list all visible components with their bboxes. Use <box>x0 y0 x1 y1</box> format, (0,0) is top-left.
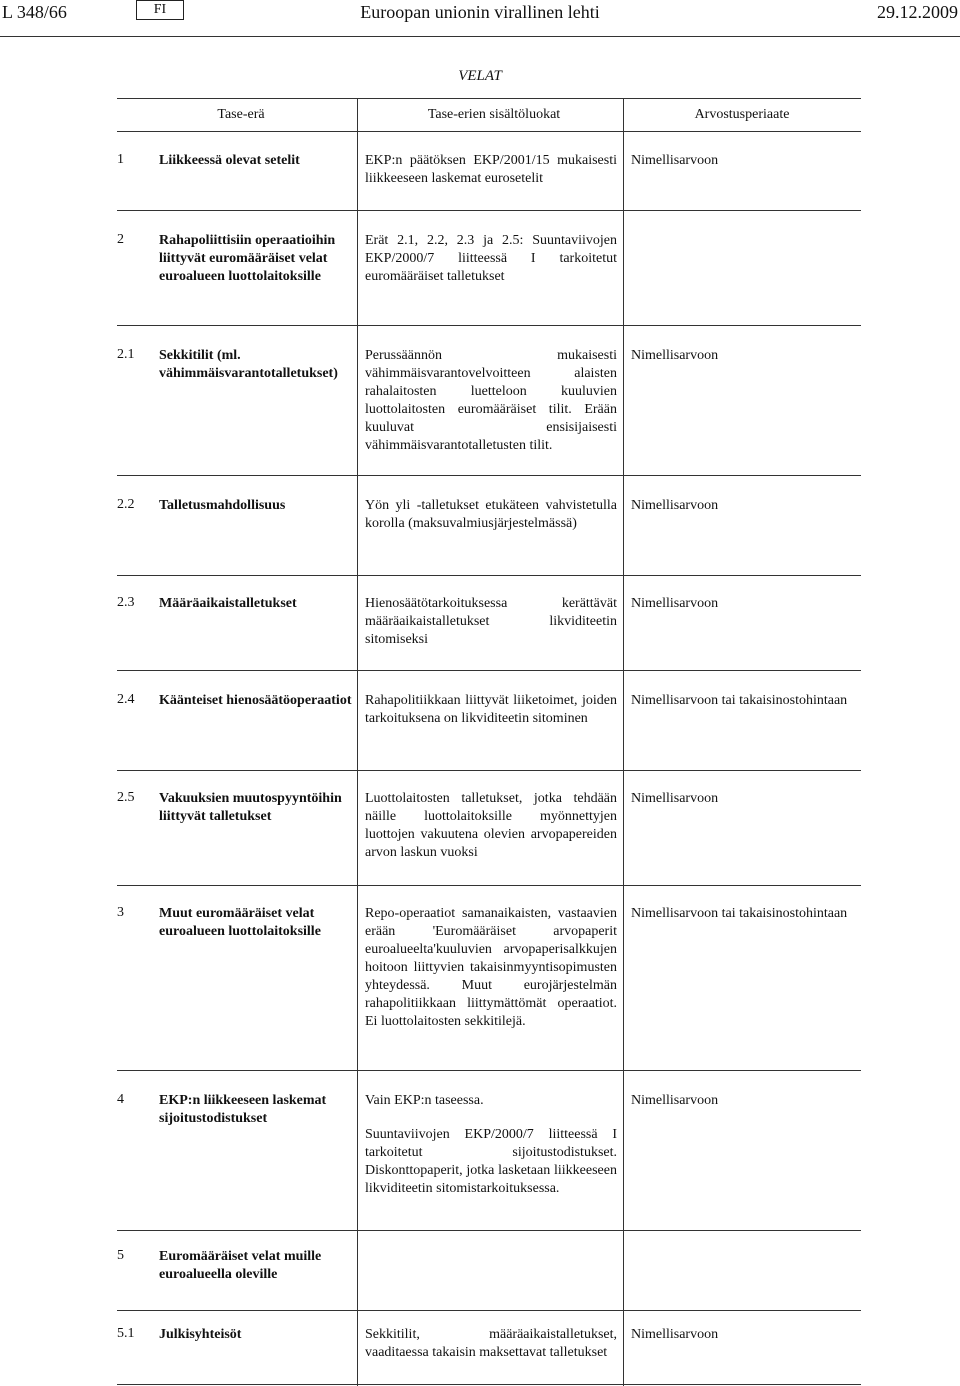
page-header <box>0 0 960 37</box>
language-box: FI <box>136 0 184 20</box>
row-description <box>365 1092 617 1198</box>
row-name: Julkisyhteisöt <box>159 1327 242 1342</box>
section-title: VELAT <box>458 68 502 84</box>
row-name: Talletusmahdollisuus <box>159 498 286 513</box>
table-row <box>117 1310 861 1385</box>
column-header-item: Tase-erä <box>217 107 265 122</box>
row-number: 2.5 <box>117 790 135 805</box>
row-name: Euromääräiset velat muille euroalueella oleville <box>159 1249 322 1282</box>
row-number: 2.4 <box>117 692 135 707</box>
row-number: 5 <box>117 1248 124 1263</box>
table-row <box>117 325 861 476</box>
row-description-part-2: Suuntaviivojen EKP/2000/7 liitteessä I tarkoitetut sijoitustodistukset. Diskonttopaperit, jotka lasketaan liikkeeseen likviditeetin sitomistarkoituksessa. <box>365 1127 617 1196</box>
table-row <box>117 475 861 576</box>
row-description: Repo-operaatiot samanaikaisten, vastaavien erään 'Euromääräiset arvopaperit euroalueelta'kuuluvien arvopaperisalkkujen hoitoon liittyvien takaisinmyyntisopimusten yhteydessä. Muut eurojärjestelmän rahapolitiikkaan liittymättömät operaatiot. Ei luottolaitosten sekkitilejä. <box>365 906 617 1029</box>
row-name: Määräaikaistalletukset <box>159 596 297 611</box>
row-valuation: Nimellisarvoon <box>631 1327 719 1342</box>
row-name: EKP:n liikkeeseen laskemat sijoitustodistukset <box>159 1093 327 1126</box>
table-row <box>117 1230 861 1311</box>
row-valuation: Nimellisarvoon <box>631 153 719 168</box>
row-number: 2.3 <box>117 595 135 610</box>
row-name: Käänteiset hienosäätöoperaatiot <box>159 693 352 708</box>
row-number: 1 <box>117 152 124 167</box>
row-name: Liikkeessä olevat setelit <box>159 153 300 168</box>
table-row <box>117 130 861 211</box>
row-description-part-1: Vain EKP:n taseessa. <box>365 1093 484 1108</box>
row-valuation: Nimellisarvoon <box>631 348 719 363</box>
row-description: Hienosäätötarkoituksessa kerättävät määräaikaistalletukset likviditeetin sitomiseksi <box>365 596 617 647</box>
row-valuation: Nimellisarvoon <box>631 498 719 513</box>
table-row <box>117 210 861 326</box>
table-row <box>117 770 861 886</box>
row-valuation: Nimellisarvoon <box>631 791 719 806</box>
row-name: Sekkitilit (ml. vähimmäisvarantotalletukset) <box>159 348 338 381</box>
journal-title: Euroopan unionin virallinen lehti <box>360 2 600 22</box>
table-row <box>117 670 861 771</box>
row-description: Rahapolitiikkaan liittyvät liiketoimet, joiden tarkoituksena on likviditeetin sitominen <box>365 693 617 726</box>
row-description: Sekkitilit, määräaikaistalletukset, vaaditaessa takaisin maksettavat talletukset <box>365 1327 617 1360</box>
row-number: 4 <box>117 1092 124 1107</box>
row-description: Yön yli -talletukset etukäteen vahvistetulla korolla (maksuvalmiusjärjestelmässä) <box>365 498 617 531</box>
row-valuation: Nimellisarvoon <box>631 596 719 611</box>
column-header-valuation: Arvostusperiaate <box>694 107 790 122</box>
column-header-content: Tase-erien sisältöluokat <box>427 107 561 122</box>
table-row <box>117 885 861 1071</box>
row-description: Luottolaitosten talletukset, jotka tehdään näille luottolaitoksille myönnettyjen luottojen vakuutena olevien arvopapereiden arvon laskun vuoksi <box>365 791 617 860</box>
row-name: Muut euromääräiset velat euroalueen luottolaitoksille <box>159 906 321 939</box>
table-row <box>117 575 861 671</box>
row-description: EKP:n päätöksen EKP/2001/15 mukaisesti liikkeeseen laskemat eurosetelit <box>365 153 617 186</box>
row-name: Vakuuksien muutospyyntöihin liittyvät talletukset <box>159 791 342 824</box>
row-valuation: Nimellisarvoon tai takaisinostohintaan <box>631 906 848 921</box>
row-valuation: Nimellisarvoon tai takaisinostohintaan <box>631 693 848 708</box>
table-row <box>117 1070 861 1231</box>
page-reference: L 348/66 <box>2 2 67 22</box>
row-number: 3 <box>117 905 124 920</box>
row-description: Perussäännön mukaisesti vähimmäisvarantovelvoitteen alaisten rahalaitosten luetteloon kuuluvien luottolaitosten euromääräiset tilit. Erään kuuluvat ensisijaisesti vähimmäisvarantotalletusten tilit. <box>365 348 617 453</box>
row-number: 2 <box>117 232 124 247</box>
row-number: 5.1 <box>117 1326 135 1341</box>
row-valuation: Nimellisarvoon <box>631 1093 719 1108</box>
publication-date: 29.12.2009 <box>877 2 958 22</box>
row-number: 2.2 <box>117 497 135 512</box>
table-header <box>117 98 861 132</box>
row-name: Rahapoliittisiin operaatioihin liittyvät euromääräiset velat euroalueen luottolaitoksille <box>159 233 336 284</box>
row-number: 2.1 <box>117 347 135 362</box>
row-description: Erät 2.1, 2.2, 2.3 ja 2.5: Suuntaviivojen EKP/2000/7 liitteessä I tarkoitetut euromääräiset talletukset <box>365 233 617 284</box>
